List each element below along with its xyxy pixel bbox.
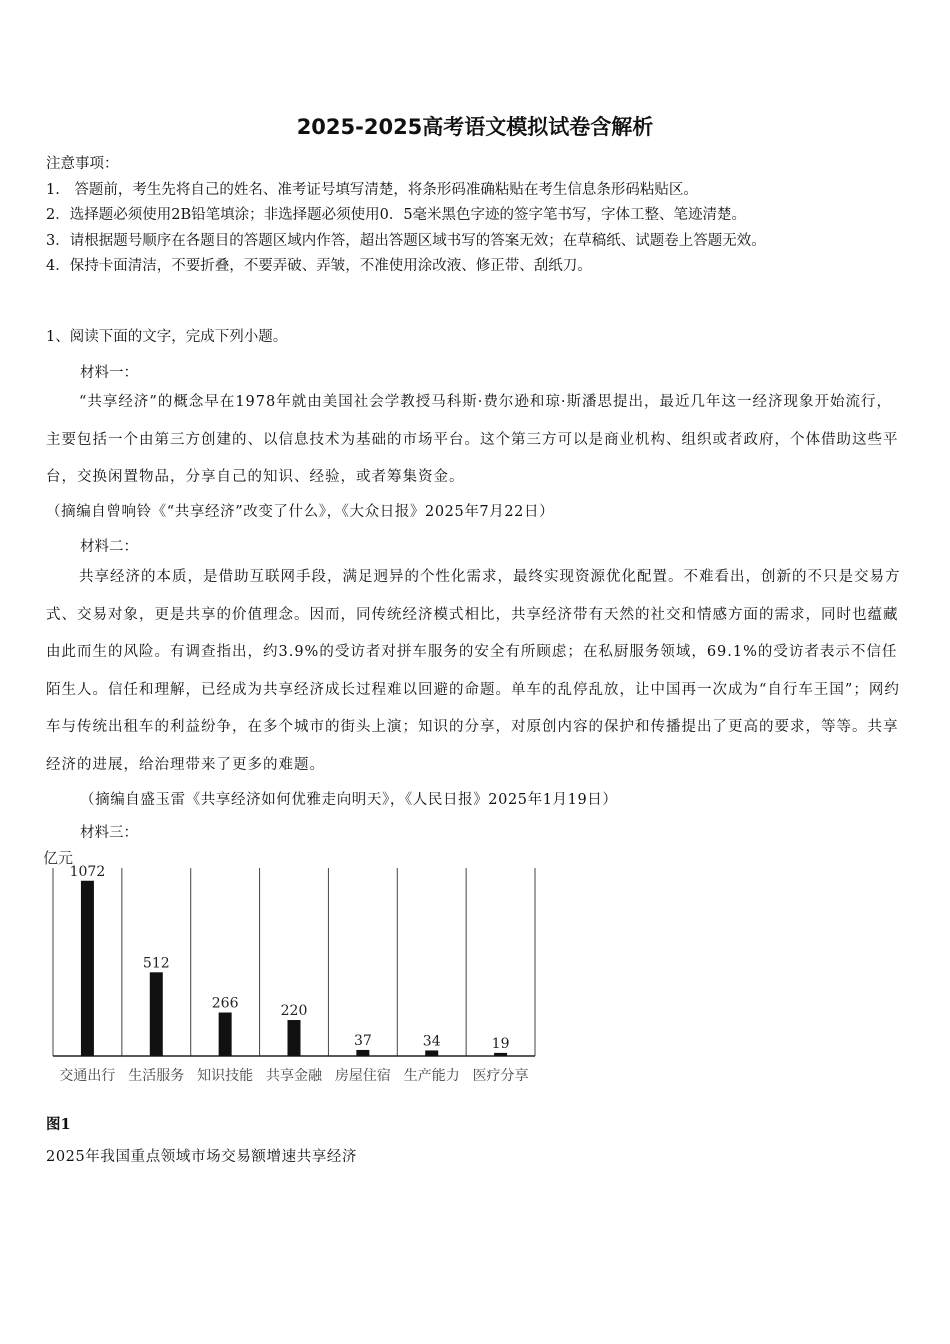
material-one-text: “共享经济”的概念早在1978年就由美国社会学教授马科斯·费尔逊和琼·斯潘思提出，最近几年这一经济现象开始流行，主要包括一个由第三方创建的、以信息技术为基础的市场平台。这个第三方可以是商业机构、组织或者政府，个体借助这些平台，交换闲置物品，分享自己的知识、经验，或者筹集资金。 (46, 394, 899, 485)
data-label: 19 (491, 1035, 510, 1052)
material-two-label: 材料二： (80, 539, 138, 555)
notice-item: 1. 答题前，考生先将自己的姓名、准考证号填写清楚，将条形码准确粘贴在考生信息条形码粘贴区。 (46, 181, 698, 198)
category-label: 共享金融 (266, 1068, 322, 1084)
material-three-label: 材料三： (80, 825, 138, 841)
category-label: 医疗分享 (472, 1068, 529, 1084)
notice-item: 2．选择题必须使用2B铅笔填涂；非选择题必须使用0．5毫米黑色字迹的签字笔书写，字体工整、笔迹清楚。 (46, 207, 747, 223)
bar (356, 1050, 369, 1056)
y-axis-unit-label: 亿元 (43, 849, 74, 867)
notice-heading: 注意事项： (46, 156, 119, 172)
data-label: 34 (422, 1033, 441, 1050)
category-label: 生活服务 (128, 1068, 185, 1084)
category-label: 房屋住宿 (334, 1068, 391, 1084)
question-heading: 1、阅读下面的文字，完成下列小题。 (46, 329, 288, 345)
category-label: 知识技能 (197, 1068, 254, 1084)
data-label: 1072 (69, 863, 106, 880)
bar (219, 1013, 232, 1056)
bar (81, 881, 94, 1056)
page-title: 2025-2025高考语文模拟试卷含解析 (296, 115, 654, 139)
data-label: 512 (142, 955, 170, 972)
bar (494, 1053, 507, 1056)
notice-item: 4．保持卡面清洁，不要折叠，不要弄破、弄皱，不准使用涂改液、修正带、刮纸刀。 (46, 258, 592, 274)
figure-label: 图1 (46, 1116, 71, 1133)
data-label: 220 (280, 1003, 308, 1020)
data-label: 37 (353, 1032, 372, 1049)
bar (288, 1020, 301, 1056)
category-label: 交通出行 (59, 1068, 116, 1084)
material-one-label: 材料一： (80, 365, 138, 381)
bar-chart (40, 843, 540, 1088)
bar (150, 972, 163, 1056)
notice-item: 3．请根据题号顺序在各题目的答题区域内作答，超出答题区域书写的答案无效；在草稿纸、试题卷上答题无效。 (46, 232, 766, 249)
material-two-text: 共享经济的本质，是借助互联网手段，满足迥异的个性化需求，最终实现资源优化配置。不难看出，创新的不只是交易方式、交易对象，更是共享的价值理念。因而，同传统经济模式相比，共享经济带有天然的社交和情感方面的需求，同时也蕴藏由此而生的风险。有调查指出，约3.9%的受访者对拼车服务的安全有所顾虑；在私厨服务领域，69.1%的受访者表示不信任陌生人。信任和理解，已经成为共享经济成长过程难以回避的命题。单车的乱停乱放，让中国再一次成为“自行车王国”；网约车与传统出租车的利益纷争，在多个城市的街头上演；知识的分享，对原创内容的保护和传播提出了更高的要求，等等。共享经济的进展，给治理带来了更多的难题。 (46, 569, 901, 773)
material-two-source: （摘编自盛玉雷《共享经济如何优雅走向明天》，《人民日报》2025年1月19日） (80, 792, 618, 808)
bar (425, 1050, 438, 1056)
category-label: 生产能力 (403, 1068, 460, 1084)
material-one-source: （摘编自曾响铃《“共享经济”改变了什么》，《大众日报》2025年7月22日） (46, 504, 555, 520)
data-label: 266 (211, 995, 239, 1012)
figure-caption: 2025年我国重点领域市场交易额增速共享经济 (46, 1149, 358, 1165)
notice-section (46, 152, 766, 280)
